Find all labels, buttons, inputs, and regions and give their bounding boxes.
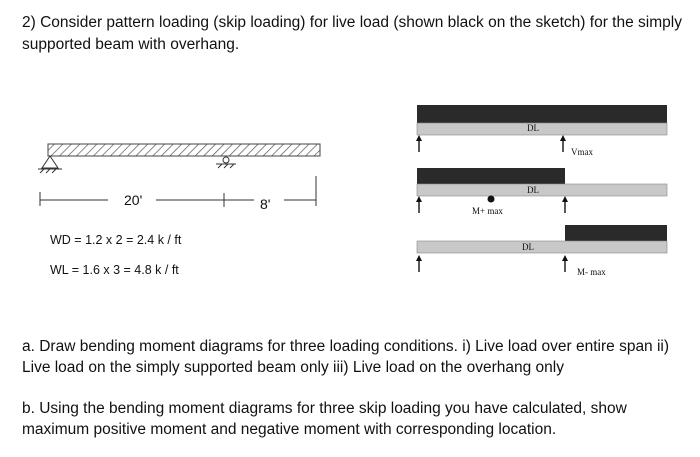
- case1-loading: [416, 105, 667, 152]
- part-b-text: b. Using the bending moment diagrams for three skip loading you have calculated, show maximum positive moment and negative moment with corresponding location.: [22, 400, 627, 438]
- span-label: 20': [124, 192, 143, 208]
- case3-loading: [416, 225, 667, 272]
- wd-equation: WD = 1.2 x 2 = 2.4 k / ft: [50, 233, 182, 247]
- pin-support: [38, 156, 62, 173]
- part-a-text: a. Draw bending moment diagrams for three loading conditions. i) Live load over entire span ii) Live load on the simply supported beam only iii) Live load on the overhang only: [22, 338, 670, 376]
- case1-vmax-label: Vmax: [571, 147, 593, 157]
- case2-mplus-label: M+ max: [472, 206, 503, 216]
- case2-dl-label: DL: [527, 185, 539, 195]
- wl-equation: WL = 1.6 x 3 = 4.8 k / ft: [50, 263, 179, 277]
- case1-dl-label: DL: [527, 123, 539, 133]
- overhang-label: 8': [260, 196, 271, 212]
- case2-loading: [416, 168, 667, 213]
- case3-mminus-label: M- max: [577, 267, 606, 277]
- beam-member: [48, 144, 320, 156]
- question-title: 2) Consider pattern loading (skip loading) for live load (shown black on the sketch) for the simply supported beam with overhang.: [22, 14, 682, 53]
- dimension-line: [40, 176, 316, 207]
- case3-dl-label: DL: [522, 242, 534, 252]
- beam-sketch: [28, 136, 328, 226]
- loading-cases-sketch: [405, 100, 675, 285]
- roller-support: [216, 157, 236, 168]
